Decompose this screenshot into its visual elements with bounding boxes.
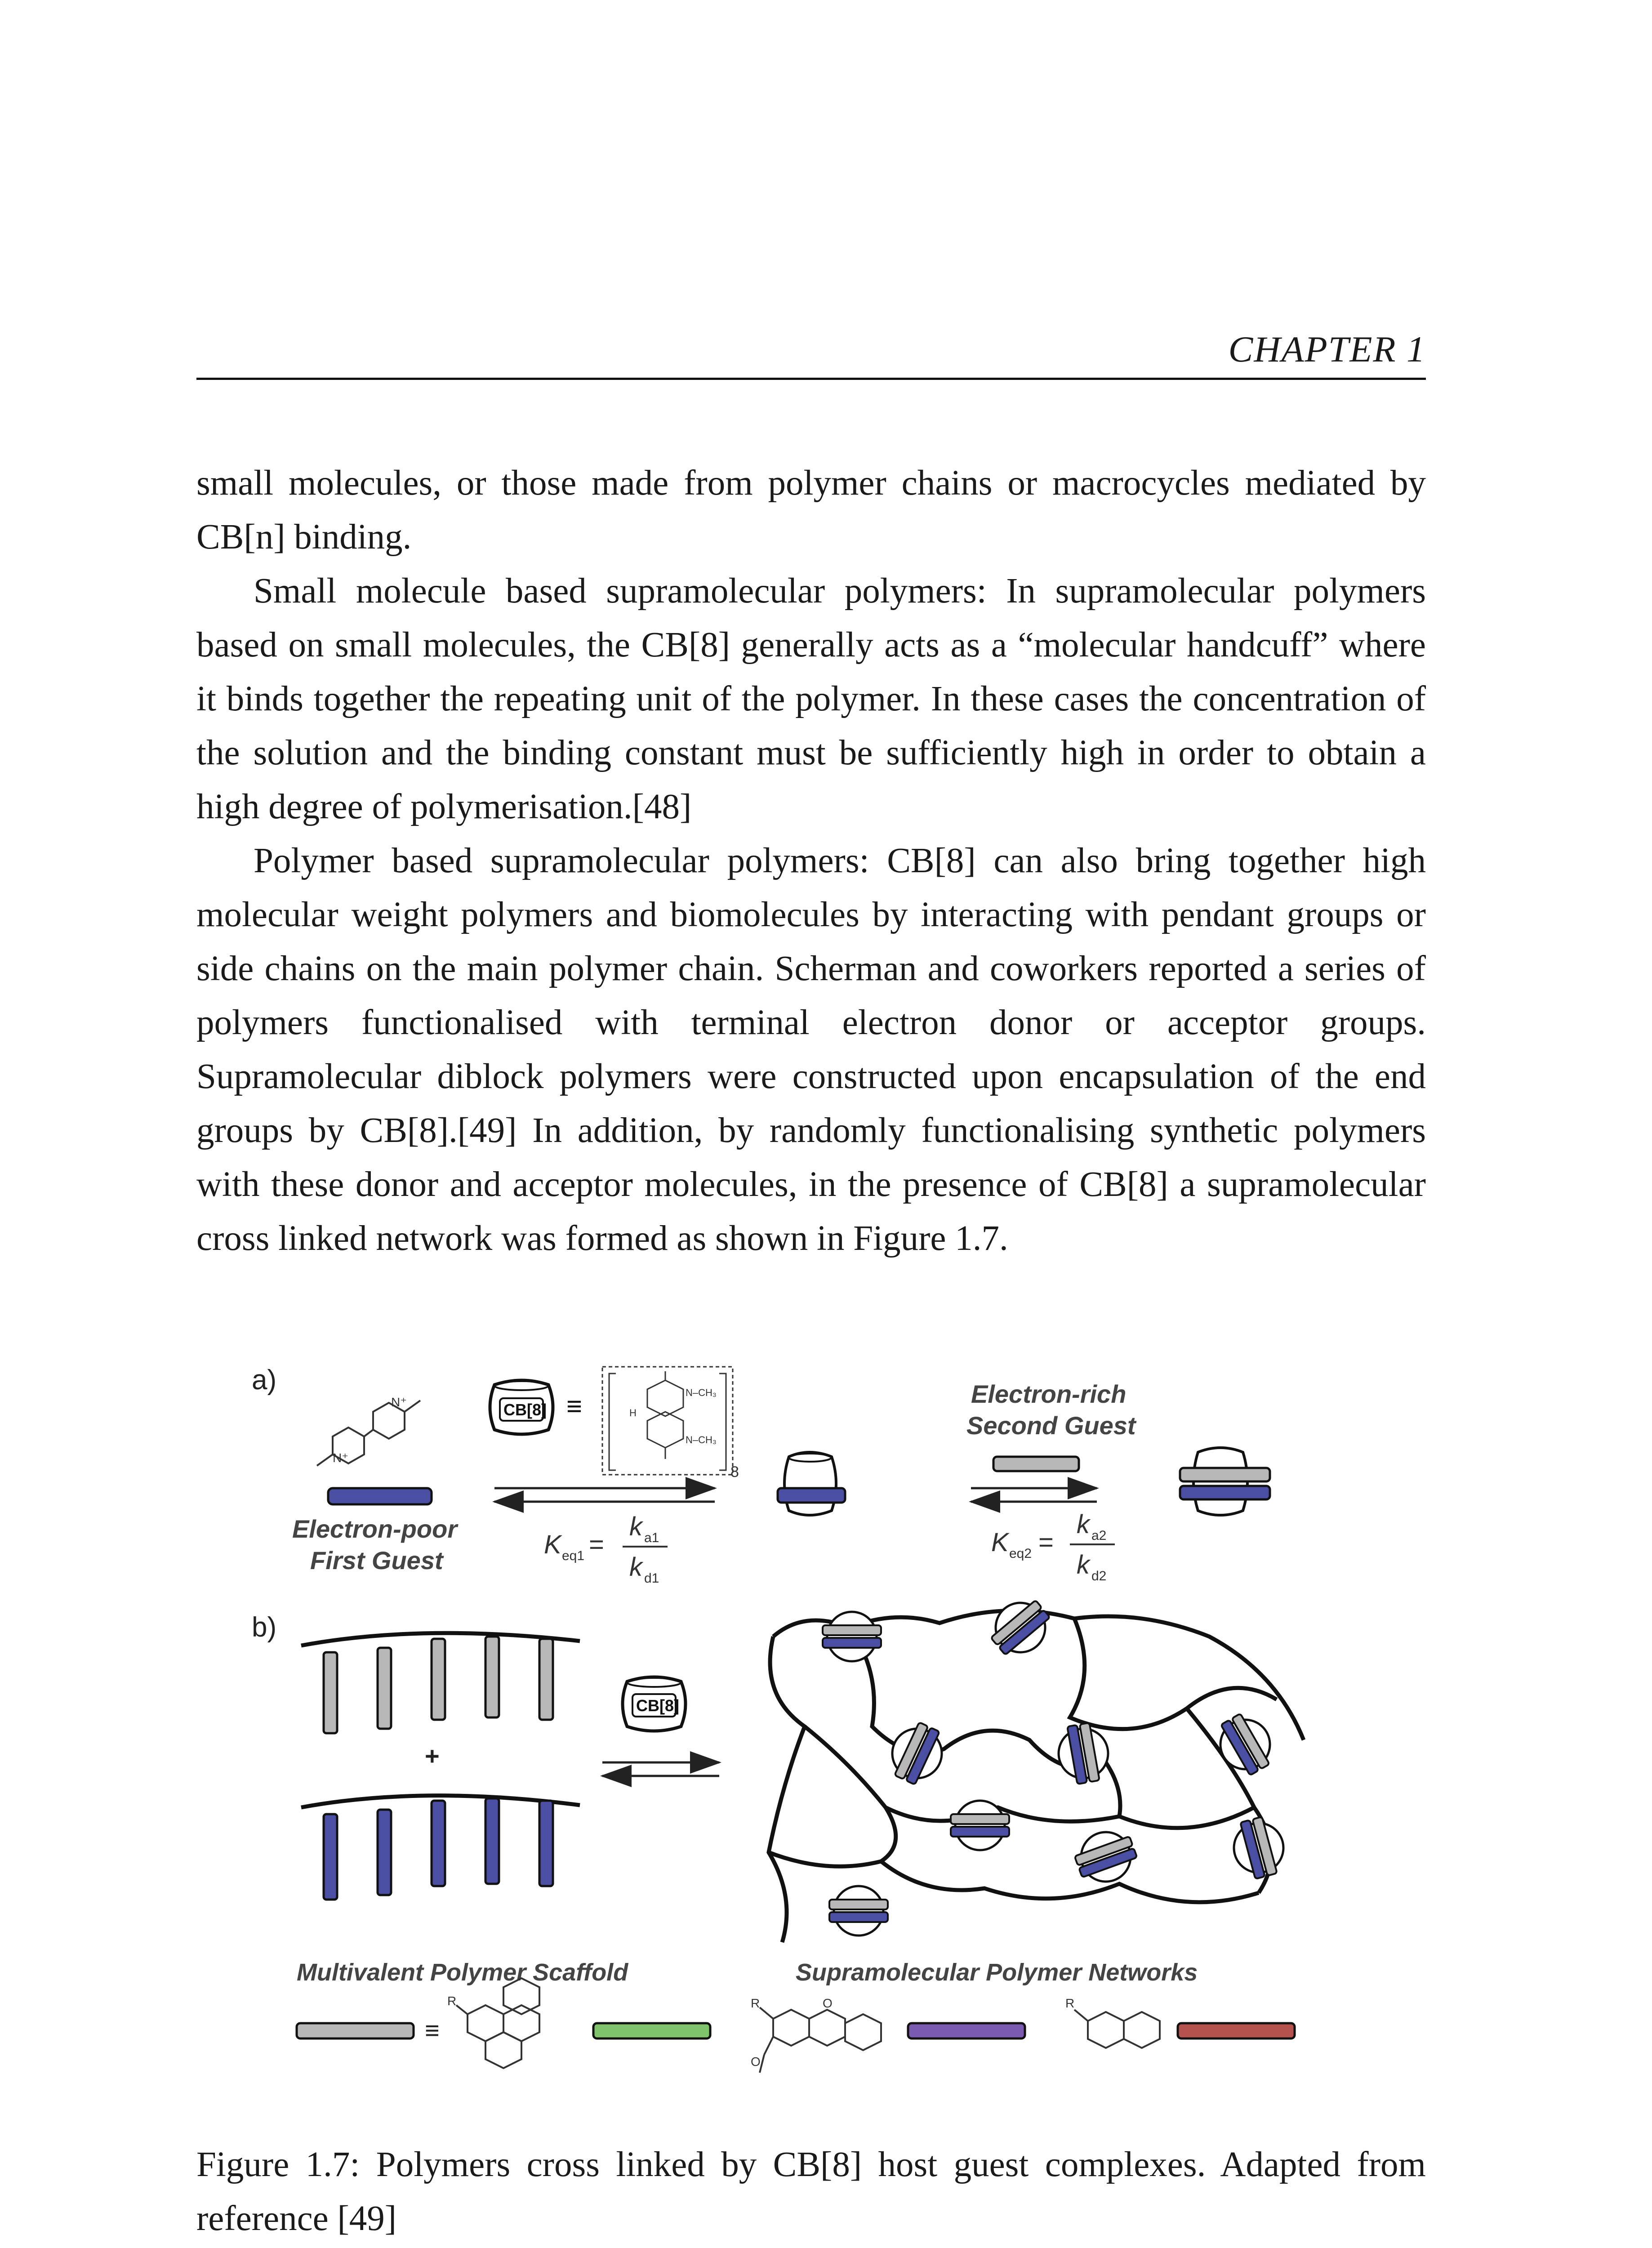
legend-purple-rod bbox=[908, 2023, 1025, 2038]
svg-text:K: K bbox=[544, 1530, 561, 1559]
first-guest-label-2: First Guest bbox=[310, 1546, 443, 1574]
svg-text:k: k bbox=[629, 1552, 642, 1582]
svg-text:eq2: eq2 bbox=[1009, 1546, 1032, 1561]
running-header bbox=[196, 328, 1426, 380]
cb8-label-b: CB[8] bbox=[636, 1696, 679, 1715]
dibenzofuran-structure bbox=[760, 2007, 881, 2073]
ternary-complex bbox=[1180, 1448, 1270, 1515]
r-label-3: R bbox=[1065, 1996, 1075, 2010]
svg-text:K: K bbox=[991, 1528, 1009, 1557]
ch3-bottom: N–CH₃ bbox=[686, 1434, 717, 1445]
naphthalene-structure bbox=[1074, 2010, 1160, 2048]
legend-green-rod bbox=[593, 2023, 710, 2038]
first-guest-label-1: Electron-poor bbox=[292, 1515, 458, 1543]
paragraph-small-molecule: Small molecule based supramolecular polymers: In supramolecular polymers based on small molecules, the CB[8] generally acts as a “molecular handcuff” where it binds together the repeating unit of the polymer. In these cases the concentration of the solution and the binding constant must be sufficiently high in order to obtain a high degree of polymerisation.[48] bbox=[196, 571, 1426, 826]
second-guest-label-1: Electron-rich bbox=[971, 1380, 1127, 1408]
svg-text:a2: a2 bbox=[1091, 1528, 1107, 1543]
svg-text:=: = bbox=[1038, 1528, 1054, 1557]
n-plus-top: N⁺ bbox=[391, 1395, 407, 1409]
equilibrium-arrows-b bbox=[602, 1762, 719, 1776]
svg-text:=: = bbox=[589, 1530, 604, 1559]
network-complex-5 bbox=[1209, 1707, 1281, 1782]
panel-a-label: a) bbox=[252, 1365, 277, 1396]
polymer-scaffold-blue bbox=[301, 1796, 580, 1900]
svg-text:a1: a1 bbox=[644, 1530, 659, 1545]
figure-caption: Figure 1.7: Polymers cross linked by CB[8] host guest complexes. Adapted from reference [49] bbox=[196, 2145, 1426, 2238]
svg-text:d2: d2 bbox=[1091, 1569, 1107, 1583]
plus-sign: + bbox=[425, 1742, 440, 1770]
second-guest-label-2: Second Guest bbox=[966, 1411, 1136, 1440]
keq2-expression bbox=[991, 1510, 1115, 1583]
panel-b-label: b) bbox=[252, 1612, 277, 1643]
subscript-8: 8 bbox=[730, 1463, 739, 1481]
equilibrium-arrows-2 bbox=[971, 1488, 1097, 1502]
chapter-title: CHAPTER 1 bbox=[1228, 329, 1426, 370]
svg-text:d1: d1 bbox=[644, 1571, 659, 1586]
network-label: Supramolecular Polymer Networks bbox=[796, 1959, 1198, 1986]
network-complex-2 bbox=[982, 1590, 1059, 1665]
equiv-sign: ≡ bbox=[566, 1391, 583, 1421]
svg-text:eq1: eq1 bbox=[562, 1548, 585, 1563]
r-label-2: R bbox=[751, 1996, 760, 2010]
cb8-label-a: CB[8] bbox=[503, 1401, 547, 1419]
keq1-expression bbox=[544, 1512, 668, 1586]
figure-diagram bbox=[243, 1358, 1376, 2109]
polymer-scaffold-gray bbox=[301, 1633, 580, 1733]
svg-text:k: k bbox=[1077, 1510, 1090, 1539]
cb8-monomer-structure bbox=[602, 1367, 733, 1475]
network-complex-9 bbox=[829, 1886, 888, 1936]
second-guest-rod bbox=[993, 1457, 1079, 1471]
svg-text:k: k bbox=[629, 1512, 642, 1541]
r-label-1: R bbox=[447, 1994, 457, 2008]
legend-red-rod bbox=[1178, 2023, 1295, 2038]
network-complex-7 bbox=[1070, 1824, 1142, 1890]
body-text bbox=[196, 456, 1426, 1266]
cb8-first-guest-complex bbox=[778, 1452, 845, 1515]
pyrene-structure bbox=[456, 1978, 539, 2068]
paragraph-polymer-based: Polymer based supramolecular polymers: CB[8] can also bring together high molecular weight polymers and biomolecules by interacting with pendant groups or side chains on the main polymer chain. Scherman and coworkers reported a series of polymers functionalised with terminal electron donor or acceptor groups. Supramolecular diblock polymers were constructed upon encapsulation of the end groups by CB[8].[49] In addition, by randomly functionalising synthetic polymers with these donor and acceptor molecules, in the presence of CB[8] a supramolecular cross linked network was formed as shown in Figure 1.7. bbox=[196, 841, 1426, 1258]
o-label-methoxy: O bbox=[751, 2055, 761, 2069]
n-plus-bottom: N⁺ bbox=[333, 1451, 348, 1465]
network-complex-8 bbox=[1227, 1813, 1290, 1882]
legend-gray-rod bbox=[297, 2023, 414, 2038]
ch3-top: N–CH₃ bbox=[686, 1387, 717, 1398]
paragraph-continuation: small molecules, or those made from polymer chains or macrocycles mediated by CB[n] binding. bbox=[196, 464, 1426, 557]
figure-1-7 bbox=[243, 1358, 1376, 2109]
equilibrium-arrows-1 bbox=[494, 1488, 715, 1502]
network-complex-4 bbox=[1054, 1720, 1113, 1786]
first-guest-rod bbox=[328, 1488, 432, 1504]
legend-equiv: ≡ bbox=[425, 2016, 440, 2044]
scaffold-label: Multivalent Polymer Scaffold bbox=[297, 1959, 628, 1986]
o-label-ring: O bbox=[823, 1996, 833, 2010]
network-complex-3 bbox=[882, 1717, 952, 1790]
svg-text:k: k bbox=[1077, 1550, 1090, 1579]
h-label: H bbox=[629, 1407, 637, 1418]
